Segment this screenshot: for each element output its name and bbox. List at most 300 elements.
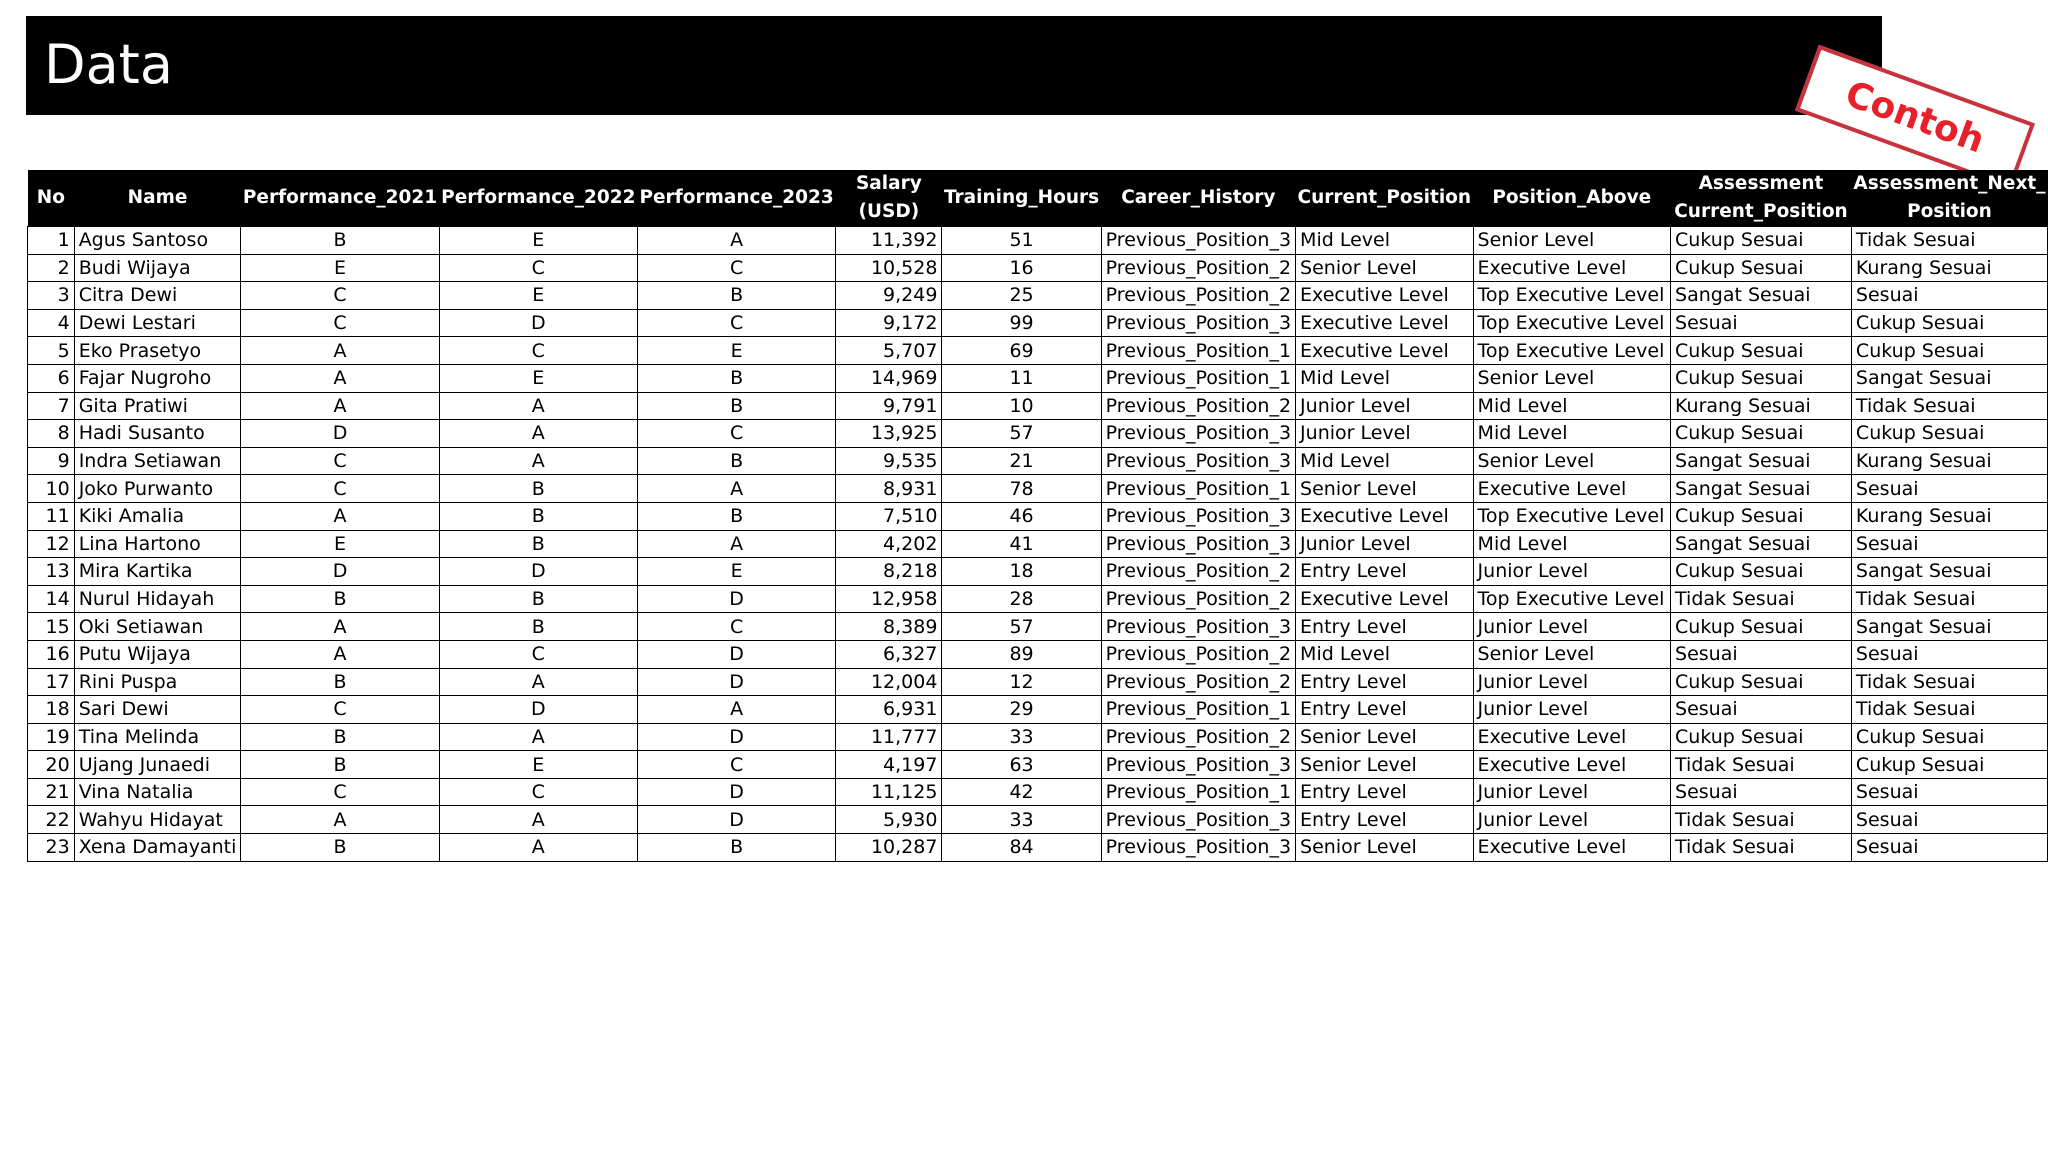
cell-assessment-next-position[interactable]: Cukup Sesuai: [1851, 751, 2047, 779]
header-position-above[interactable]: Position_Above: [1473, 170, 1670, 227]
cell-performance-2022[interactable]: E: [439, 227, 637, 255]
cell-name[interactable]: Joko Purwanto: [74, 475, 241, 503]
cell-position-above[interactable]: Senior Level: [1473, 227, 1670, 255]
cell-performance-2023[interactable]: B: [637, 282, 835, 310]
cell-salary[interactable]: 8,218: [836, 558, 942, 586]
cell-name[interactable]: Agus Santoso: [74, 227, 241, 255]
cell-career-history[interactable]: Previous_Position_3: [1101, 309, 1295, 337]
cell-current-position[interactable]: Mid Level: [1296, 640, 1474, 668]
cell-training-hours[interactable]: 57: [942, 420, 1101, 448]
cell-assessment-next-position[interactable]: Sesuai: [1851, 640, 2047, 668]
cell-current-position[interactable]: Senior Level: [1296, 834, 1474, 862]
cell-salary[interactable]: 10,287: [836, 834, 942, 862]
cell-no[interactable]: 10: [28, 475, 75, 503]
header-current-position[interactable]: Current_Position: [1296, 170, 1474, 227]
cell-position-above[interactable]: Senior Level: [1473, 447, 1670, 475]
cell-training-hours[interactable]: 16: [942, 254, 1101, 282]
cell-performance-2023[interactable]: B: [637, 447, 835, 475]
cell-career-history[interactable]: Previous_Position_1: [1101, 475, 1295, 503]
cell-assessment-next-position[interactable]: Tidak Sesuai: [1851, 585, 2047, 613]
cell-no[interactable]: 22: [28, 806, 75, 834]
header-performance-2021[interactable]: Performance_2021: [241, 170, 439, 227]
cell-performance-2021[interactable]: C: [241, 309, 439, 337]
cell-name[interactable]: Tina Melinda: [74, 723, 241, 751]
header-name[interactable]: Name: [74, 170, 241, 227]
cell-current-position[interactable]: Junior Level: [1296, 530, 1474, 558]
header-training-hours[interactable]: Training_Hours: [942, 170, 1101, 227]
cell-performance-2021[interactable]: E: [241, 530, 439, 558]
cell-career-history[interactable]: Previous_Position_1: [1101, 337, 1295, 365]
cell-position-above[interactable]: Top Executive Level: [1473, 337, 1670, 365]
cell-training-hours[interactable]: 41: [942, 530, 1101, 558]
cell-salary[interactable]: 12,004: [836, 668, 942, 696]
cell-no[interactable]: 9: [28, 447, 75, 475]
cell-name[interactable]: Lina Hartono: [74, 530, 241, 558]
cell-training-hours[interactable]: 78: [942, 475, 1101, 503]
cell-position-above[interactable]: Executive Level: [1473, 475, 1670, 503]
cell-current-position[interactable]: Entry Level: [1296, 558, 1474, 586]
cell-position-above[interactable]: Mid Level: [1473, 420, 1670, 448]
cell-performance-2023[interactable]: B: [637, 502, 835, 530]
cell-performance-2022[interactable]: C: [439, 640, 637, 668]
cell-assessment-current-position[interactable]: Cukup Sesuai: [1671, 364, 1852, 392]
cell-name[interactable]: Ujang Junaedi: [74, 751, 241, 779]
cell-salary[interactable]: 11,392: [836, 227, 942, 255]
cell-performance-2021[interactable]: A: [241, 806, 439, 834]
cell-assessment-current-position[interactable]: Tidak Sesuai: [1671, 751, 1852, 779]
cell-career-history[interactable]: Previous_Position_1: [1101, 696, 1295, 724]
cell-performance-2022[interactable]: B: [439, 585, 637, 613]
cell-career-history[interactable]: Previous_Position_3: [1101, 834, 1295, 862]
cell-assessment-next-position[interactable]: Sangat Sesuai: [1851, 364, 2047, 392]
cell-assessment-current-position[interactable]: Sesuai: [1671, 640, 1852, 668]
header-assessment-next-position[interactable]: Assessment_Next_ Position: [1851, 170, 2047, 227]
cell-name[interactable]: Nurul Hidayah: [74, 585, 241, 613]
cell-position-above[interactable]: Executive Level: [1473, 723, 1670, 751]
cell-performance-2022[interactable]: B: [439, 530, 637, 558]
cell-performance-2022[interactable]: A: [439, 420, 637, 448]
cell-performance-2021[interactable]: A: [241, 392, 439, 420]
cell-performance-2023[interactable]: C: [637, 309, 835, 337]
cell-assessment-next-position[interactable]: Tidak Sesuai: [1851, 392, 2047, 420]
cell-performance-2023[interactable]: A: [637, 227, 835, 255]
cell-position-above[interactable]: Top Executive Level: [1473, 502, 1670, 530]
cell-performance-2021[interactable]: A: [241, 364, 439, 392]
cell-current-position[interactable]: Senior Level: [1296, 751, 1474, 779]
cell-performance-2022[interactable]: C: [439, 778, 637, 806]
cell-performance-2023[interactable]: C: [637, 254, 835, 282]
cell-performance-2022[interactable]: E: [439, 364, 637, 392]
cell-performance-2021[interactable]: B: [241, 723, 439, 751]
cell-performance-2023[interactable]: D: [637, 640, 835, 668]
cell-assessment-current-position[interactable]: Sangat Sesuai: [1671, 447, 1852, 475]
cell-performance-2021[interactable]: B: [241, 585, 439, 613]
cell-position-above[interactable]: Senior Level: [1473, 640, 1670, 668]
cell-salary[interactable]: 4,197: [836, 751, 942, 779]
cell-name[interactable]: Budi Wijaya: [74, 254, 241, 282]
cell-performance-2022[interactable]: A: [439, 723, 637, 751]
cell-salary[interactable]: 9,172: [836, 309, 942, 337]
cell-assessment-next-position[interactable]: Kurang Sesuai: [1851, 502, 2047, 530]
cell-position-above[interactable]: Top Executive Level: [1473, 282, 1670, 310]
cell-career-history[interactable]: Previous_Position_3: [1101, 530, 1295, 558]
cell-performance-2023[interactable]: C: [637, 613, 835, 641]
cell-name[interactable]: Putu Wijaya: [74, 640, 241, 668]
cell-assessment-next-position[interactable]: Kurang Sesuai: [1851, 254, 2047, 282]
cell-assessment-current-position[interactable]: Tidak Sesuai: [1671, 834, 1852, 862]
cell-position-above[interactable]: Junior Level: [1473, 806, 1670, 834]
stamp-label: Contoh: [1840, 73, 1990, 161]
cell-assessment-current-position[interactable]: Sesuai: [1671, 309, 1852, 337]
cell-assessment-current-position[interactable]: Kurang Sesuai: [1671, 392, 1852, 420]
cell-assessment-current-position[interactable]: Sesuai: [1671, 778, 1852, 806]
cell-no[interactable]: 18: [28, 696, 75, 724]
cell-training-hours[interactable]: 99: [942, 309, 1101, 337]
cell-current-position[interactable]: Executive Level: [1296, 309, 1474, 337]
cell-performance-2022[interactable]: B: [439, 475, 637, 503]
cell-salary[interactable]: 4,202: [836, 530, 942, 558]
cell-training-hours[interactable]: 11: [942, 364, 1101, 392]
cell-performance-2022[interactable]: D: [439, 696, 637, 724]
cell-name[interactable]: Oki Setiawan: [74, 613, 241, 641]
cell-performance-2023[interactable]: D: [637, 723, 835, 751]
cell-performance-2023[interactable]: B: [637, 364, 835, 392]
cell-career-history[interactable]: Previous_Position_2: [1101, 392, 1295, 420]
cell-assessment-current-position[interactable]: Cukup Sesuai: [1671, 558, 1852, 586]
cell-assessment-current-position[interactable]: Cukup Sesuai: [1671, 502, 1852, 530]
cell-performance-2022[interactable]: C: [439, 337, 637, 365]
cell-no[interactable]: 13: [28, 558, 75, 586]
cell-career-history[interactable]: Previous_Position_3: [1101, 420, 1295, 448]
cell-current-position[interactable]: Senior Level: [1296, 475, 1474, 503]
cell-training-hours[interactable]: 29: [942, 696, 1101, 724]
cell-salary[interactable]: 8,931: [836, 475, 942, 503]
cell-current-position[interactable]: Senior Level: [1296, 723, 1474, 751]
cell-name[interactable]: Rini Puspa: [74, 668, 241, 696]
table-row: [28, 309, 2048, 337]
cell-position-above[interactable]: Mid Level: [1473, 392, 1670, 420]
cell-no[interactable]: 20: [28, 751, 75, 779]
cell-training-hours[interactable]: 25: [942, 282, 1101, 310]
cell-performance-2023[interactable]: D: [637, 806, 835, 834]
cell-performance-2022[interactable]: B: [439, 502, 637, 530]
cell-position-above[interactable]: Top Executive Level: [1473, 309, 1670, 337]
table-row: [28, 282, 2048, 310]
cell-no[interactable]: 3: [28, 282, 75, 310]
cell-salary[interactable]: 10,528: [836, 254, 942, 282]
cell-no[interactable]: 21: [28, 778, 75, 806]
cell-training-hours[interactable]: 12: [942, 668, 1101, 696]
cell-no[interactable]: 19: [28, 723, 75, 751]
cell-performance-2023[interactable]: A: [637, 696, 835, 724]
cell-current-position[interactable]: Mid Level: [1296, 227, 1474, 255]
cell-current-position[interactable]: Entry Level: [1296, 696, 1474, 724]
cell-performance-2023[interactable]: B: [637, 834, 835, 862]
cell-assessment-current-position[interactable]: Tidak Sesuai: [1671, 806, 1852, 834]
cell-current-position[interactable]: Junior Level: [1296, 392, 1474, 420]
table-row: [28, 668, 2048, 696]
header-assessment-current-position[interactable]: Assessment Current_Position: [1671, 170, 1852, 227]
cell-name[interactable]: Vina Natalia: [74, 778, 241, 806]
cell-performance-2022[interactable]: A: [439, 668, 637, 696]
cell-performance-2022[interactable]: A: [439, 392, 637, 420]
cell-career-history[interactable]: Previous_Position_3: [1101, 751, 1295, 779]
cell-performance-2021[interactable]: B: [241, 834, 439, 862]
cell-position-above[interactable]: Junior Level: [1473, 613, 1670, 641]
cell-name[interactable]: Fajar Nugroho: [74, 364, 241, 392]
cell-no[interactable]: 5: [28, 337, 75, 365]
cell-no[interactable]: 4: [28, 309, 75, 337]
cell-position-above[interactable]: Executive Level: [1473, 254, 1670, 282]
cell-salary[interactable]: 9,535: [836, 447, 942, 475]
cell-salary[interactable]: 8,389: [836, 613, 942, 641]
cell-position-above[interactable]: Top Executive Level: [1473, 585, 1670, 613]
cell-performance-2023[interactable]: C: [637, 420, 835, 448]
cell-no[interactable]: 2: [28, 254, 75, 282]
cell-salary[interactable]: 7,510: [836, 502, 942, 530]
cell-current-position[interactable]: Entry Level: [1296, 778, 1474, 806]
cell-assessment-next-position[interactable]: Cukup Sesuai: [1851, 723, 2047, 751]
cell-assessment-current-position[interactable]: Sesuai: [1671, 696, 1852, 724]
cell-performance-2021[interactable]: B: [241, 227, 439, 255]
cell-name[interactable]: Wahyu Hidayat: [74, 806, 241, 834]
header-career-history[interactable]: Career_History: [1101, 170, 1295, 227]
cell-no[interactable]: 11: [28, 502, 75, 530]
cell-position-above[interactable]: Junior Level: [1473, 696, 1670, 724]
cell-salary[interactable]: 12,958: [836, 585, 942, 613]
cell-current-position[interactable]: Executive Level: [1296, 337, 1474, 365]
cell-performance-2021[interactable]: C: [241, 696, 439, 724]
cell-training-hours[interactable]: 33: [942, 806, 1101, 834]
cell-performance-2022[interactable]: D: [439, 558, 637, 586]
cell-training-hours[interactable]: 21: [942, 447, 1101, 475]
cell-name[interactable]: Hadi Susanto: [74, 420, 241, 448]
cell-name[interactable]: Mira Kartika: [74, 558, 241, 586]
table-row: [28, 530, 2048, 558]
cell-assessment-next-position[interactable]: Kurang Sesuai: [1851, 447, 2047, 475]
table-row: [28, 392, 2048, 420]
cell-performance-2021[interactable]: C: [241, 282, 439, 310]
cell-training-hours[interactable]: 46: [942, 502, 1101, 530]
cell-performance-2021[interactable]: A: [241, 337, 439, 365]
cell-assessment-next-position[interactable]: Sesuai: [1851, 530, 2047, 558]
cell-performance-2023[interactable]: E: [637, 558, 835, 586]
cell-no[interactable]: 6: [28, 364, 75, 392]
cell-training-hours[interactable]: 28: [942, 585, 1101, 613]
cell-assessment-next-position[interactable]: Sesuai: [1851, 475, 2047, 503]
cell-no[interactable]: 17: [28, 668, 75, 696]
cell-career-history[interactable]: Previous_Position_2: [1101, 640, 1295, 668]
table-row: [28, 447, 2048, 475]
cell-training-hours[interactable]: 33: [942, 723, 1101, 751]
cell-salary[interactable]: 11,125: [836, 778, 942, 806]
cell-performance-2023[interactable]: D: [637, 585, 835, 613]
cell-career-history[interactable]: Previous_Position_2: [1101, 723, 1295, 751]
cell-performance-2021[interactable]: A: [241, 502, 439, 530]
cell-assessment-current-position[interactable]: Sangat Sesuai: [1671, 282, 1852, 310]
cell-career-history[interactable]: Previous_Position_1: [1101, 778, 1295, 806]
cell-assessment-next-position[interactable]: Sesuai: [1851, 282, 2047, 310]
cell-performance-2021[interactable]: A: [241, 613, 439, 641]
cell-current-position[interactable]: Executive Level: [1296, 585, 1474, 613]
cell-assessment-current-position[interactable]: Sangat Sesuai: [1671, 530, 1852, 558]
cell-no[interactable]: 12: [28, 530, 75, 558]
cell-training-hours[interactable]: 18: [942, 558, 1101, 586]
cell-performance-2021[interactable]: C: [241, 447, 439, 475]
header-salary[interactable]: Salary (USD): [836, 170, 942, 227]
cell-assessment-next-position[interactable]: Cukup Sesuai: [1851, 337, 2047, 365]
cell-training-hours[interactable]: 69: [942, 337, 1101, 365]
cell-salary[interactable]: 14,969: [836, 364, 942, 392]
cell-assessment-next-position[interactable]: Cukup Sesuai: [1851, 309, 2047, 337]
cell-no[interactable]: 8: [28, 420, 75, 448]
cell-salary[interactable]: 13,925: [836, 420, 942, 448]
cell-name[interactable]: Sari Dewi: [74, 696, 241, 724]
cell-salary[interactable]: 5,930: [836, 806, 942, 834]
cell-performance-2021[interactable]: B: [241, 751, 439, 779]
cell-name[interactable]: Indra Setiawan: [74, 447, 241, 475]
cell-name[interactable]: Gita Pratiwi: [74, 392, 241, 420]
table-header-row: [28, 170, 2048, 227]
cell-career-history[interactable]: Previous_Position_1: [1101, 364, 1295, 392]
cell-performance-2023[interactable]: D: [637, 668, 835, 696]
cell-assessment-current-position[interactable]: Cukup Sesuai: [1671, 723, 1852, 751]
cell-training-hours[interactable]: 57: [942, 613, 1101, 641]
cell-assessment-next-position[interactable]: Tidak Sesuai: [1851, 227, 2047, 255]
cell-name[interactable]: Xena Damayanti: [74, 834, 241, 862]
cell-performance-2022[interactable]: A: [439, 834, 637, 862]
cell-no[interactable]: 16: [28, 640, 75, 668]
cell-current-position[interactable]: Mid Level: [1296, 364, 1474, 392]
cell-assessment-current-position[interactable]: Cukup Sesuai: [1671, 613, 1852, 641]
table-row: [28, 751, 2048, 779]
cell-career-history[interactable]: Previous_Position_3: [1101, 502, 1295, 530]
cell-training-hours[interactable]: 42: [942, 778, 1101, 806]
cell-assessment-current-position[interactable]: Cukup Sesuai: [1671, 227, 1852, 255]
cell-position-above[interactable]: Junior Level: [1473, 668, 1670, 696]
cell-training-hours[interactable]: 10: [942, 392, 1101, 420]
cell-no[interactable]: 14: [28, 585, 75, 613]
cell-performance-2021[interactable]: B: [241, 668, 439, 696]
cell-performance-2021[interactable]: E: [241, 254, 439, 282]
cell-career-history[interactable]: Previous_Position_2: [1101, 558, 1295, 586]
cell-performance-2021[interactable]: D: [241, 558, 439, 586]
cell-performance-2023[interactable]: C: [637, 751, 835, 779]
cell-position-above[interactable]: Executive Level: [1473, 751, 1670, 779]
cell-assessment-current-position[interactable]: Sangat Sesuai: [1671, 475, 1852, 503]
cell-current-position[interactable]: Entry Level: [1296, 668, 1474, 696]
cell-career-history[interactable]: Previous_Position_3: [1101, 613, 1295, 641]
cell-training-hours[interactable]: 63: [942, 751, 1101, 779]
cell-assessment-next-position[interactable]: Sesuai: [1851, 778, 2047, 806]
cell-performance-2023[interactable]: E: [637, 337, 835, 365]
cell-name[interactable]: Kiki Amalia: [74, 502, 241, 530]
cell-assessment-current-position[interactable]: Cukup Sesuai: [1671, 420, 1852, 448]
cell-position-above[interactable]: Mid Level: [1473, 530, 1670, 558]
cell-performance-2021[interactable]: A: [241, 640, 439, 668]
cell-assessment-current-position[interactable]: Cukup Sesuai: [1671, 254, 1852, 282]
cell-assessment-next-position[interactable]: Sesuai: [1851, 834, 2047, 862]
cell-position-above[interactable]: Junior Level: [1473, 558, 1670, 586]
cell-assessment-current-position[interactable]: Cukup Sesuai: [1671, 668, 1852, 696]
header-performance-2023[interactable]: Performance_2023: [637, 170, 835, 227]
cell-assessment-next-position[interactable]: Tidak Sesuai: [1851, 668, 2047, 696]
cell-career-history[interactable]: Previous_Position_2: [1101, 282, 1295, 310]
cell-position-above[interactable]: Senior Level: [1473, 364, 1670, 392]
cell-current-position[interactable]: Entry Level: [1296, 613, 1474, 641]
cell-current-position[interactable]: Executive Level: [1296, 282, 1474, 310]
cell-assessment-next-position[interactable]: Sangat Sesuai: [1851, 558, 2047, 586]
cell-performance-2022[interactable]: A: [439, 806, 637, 834]
cell-salary[interactable]: 5,707: [836, 337, 942, 365]
cell-performance-2023[interactable]: B: [637, 392, 835, 420]
cell-performance-2022[interactable]: C: [439, 254, 637, 282]
cell-performance-2023[interactable]: A: [637, 530, 835, 558]
cell-position-above[interactable]: Junior Level: [1473, 778, 1670, 806]
cell-current-position[interactable]: Junior Level: [1296, 420, 1474, 448]
table-row: [28, 227, 2048, 255]
cell-assessment-next-position[interactable]: Tidak Sesuai: [1851, 696, 2047, 724]
header-no[interactable]: No: [28, 170, 75, 227]
cell-career-history[interactable]: Previous_Position_2: [1101, 254, 1295, 282]
cell-name[interactable]: Eko Prasetyo: [74, 337, 241, 365]
cell-training-hours[interactable]: 84: [942, 834, 1101, 862]
cell-career-history[interactable]: Previous_Position_3: [1101, 227, 1295, 255]
cell-no[interactable]: 23: [28, 834, 75, 862]
cell-current-position[interactable]: Executive Level: [1296, 502, 1474, 530]
cell-performance-2022[interactable]: A: [439, 447, 637, 475]
cell-performance-2021[interactable]: C: [241, 778, 439, 806]
cell-performance-2022[interactable]: E: [439, 282, 637, 310]
cell-assessment-next-position[interactable]: Sangat Sesuai: [1851, 613, 2047, 641]
cell-salary[interactable]: 6,931: [836, 696, 942, 724]
cell-performance-2021[interactable]: D: [241, 420, 439, 448]
table-row: [28, 254, 2048, 282]
header-performance-2022[interactable]: Performance_2022: [439, 170, 637, 227]
cell-salary[interactable]: 6,327: [836, 640, 942, 668]
cell-salary[interactable]: 11,777: [836, 723, 942, 751]
cell-current-position[interactable]: Mid Level: [1296, 447, 1474, 475]
cell-salary[interactable]: 9,249: [836, 282, 942, 310]
cell-performance-2022[interactable]: D: [439, 309, 637, 337]
cell-current-position[interactable]: Senior Level: [1296, 254, 1474, 282]
cell-assessment-current-position[interactable]: Tidak Sesuai: [1671, 585, 1852, 613]
cell-training-hours[interactable]: 89: [942, 640, 1101, 668]
cell-performance-2023[interactable]: D: [637, 778, 835, 806]
cell-performance-2021[interactable]: C: [241, 475, 439, 503]
cell-career-history[interactable]: Previous_Position_3: [1101, 447, 1295, 475]
cell-career-history[interactable]: Previous_Position_2: [1101, 668, 1295, 696]
cell-assessment-current-position[interactable]: Cukup Sesuai: [1671, 337, 1852, 365]
cell-name[interactable]: Citra Dewi: [74, 282, 241, 310]
cell-salary[interactable]: 9,791: [836, 392, 942, 420]
cell-current-position[interactable]: Entry Level: [1296, 806, 1474, 834]
cell-no[interactable]: 1: [28, 227, 75, 255]
cell-name[interactable]: Dewi Lestari: [74, 309, 241, 337]
cell-position-above[interactable]: Executive Level: [1473, 834, 1670, 862]
cell-no[interactable]: 15: [28, 613, 75, 641]
cell-career-history[interactable]: Previous_Position_2: [1101, 585, 1295, 613]
cell-career-history[interactable]: Previous_Position_3: [1101, 806, 1295, 834]
cell-assessment-next-position[interactable]: Sesuai: [1851, 806, 2047, 834]
cell-assessment-next-position[interactable]: Cukup Sesuai: [1851, 420, 2047, 448]
cell-performance-2022[interactable]: E: [439, 751, 637, 779]
table-row: [28, 364, 2048, 392]
cell-no[interactable]: 7: [28, 392, 75, 420]
cell-training-hours[interactable]: 51: [942, 227, 1101, 255]
cell-performance-2023[interactable]: A: [637, 475, 835, 503]
cell-performance-2022[interactable]: B: [439, 613, 637, 641]
